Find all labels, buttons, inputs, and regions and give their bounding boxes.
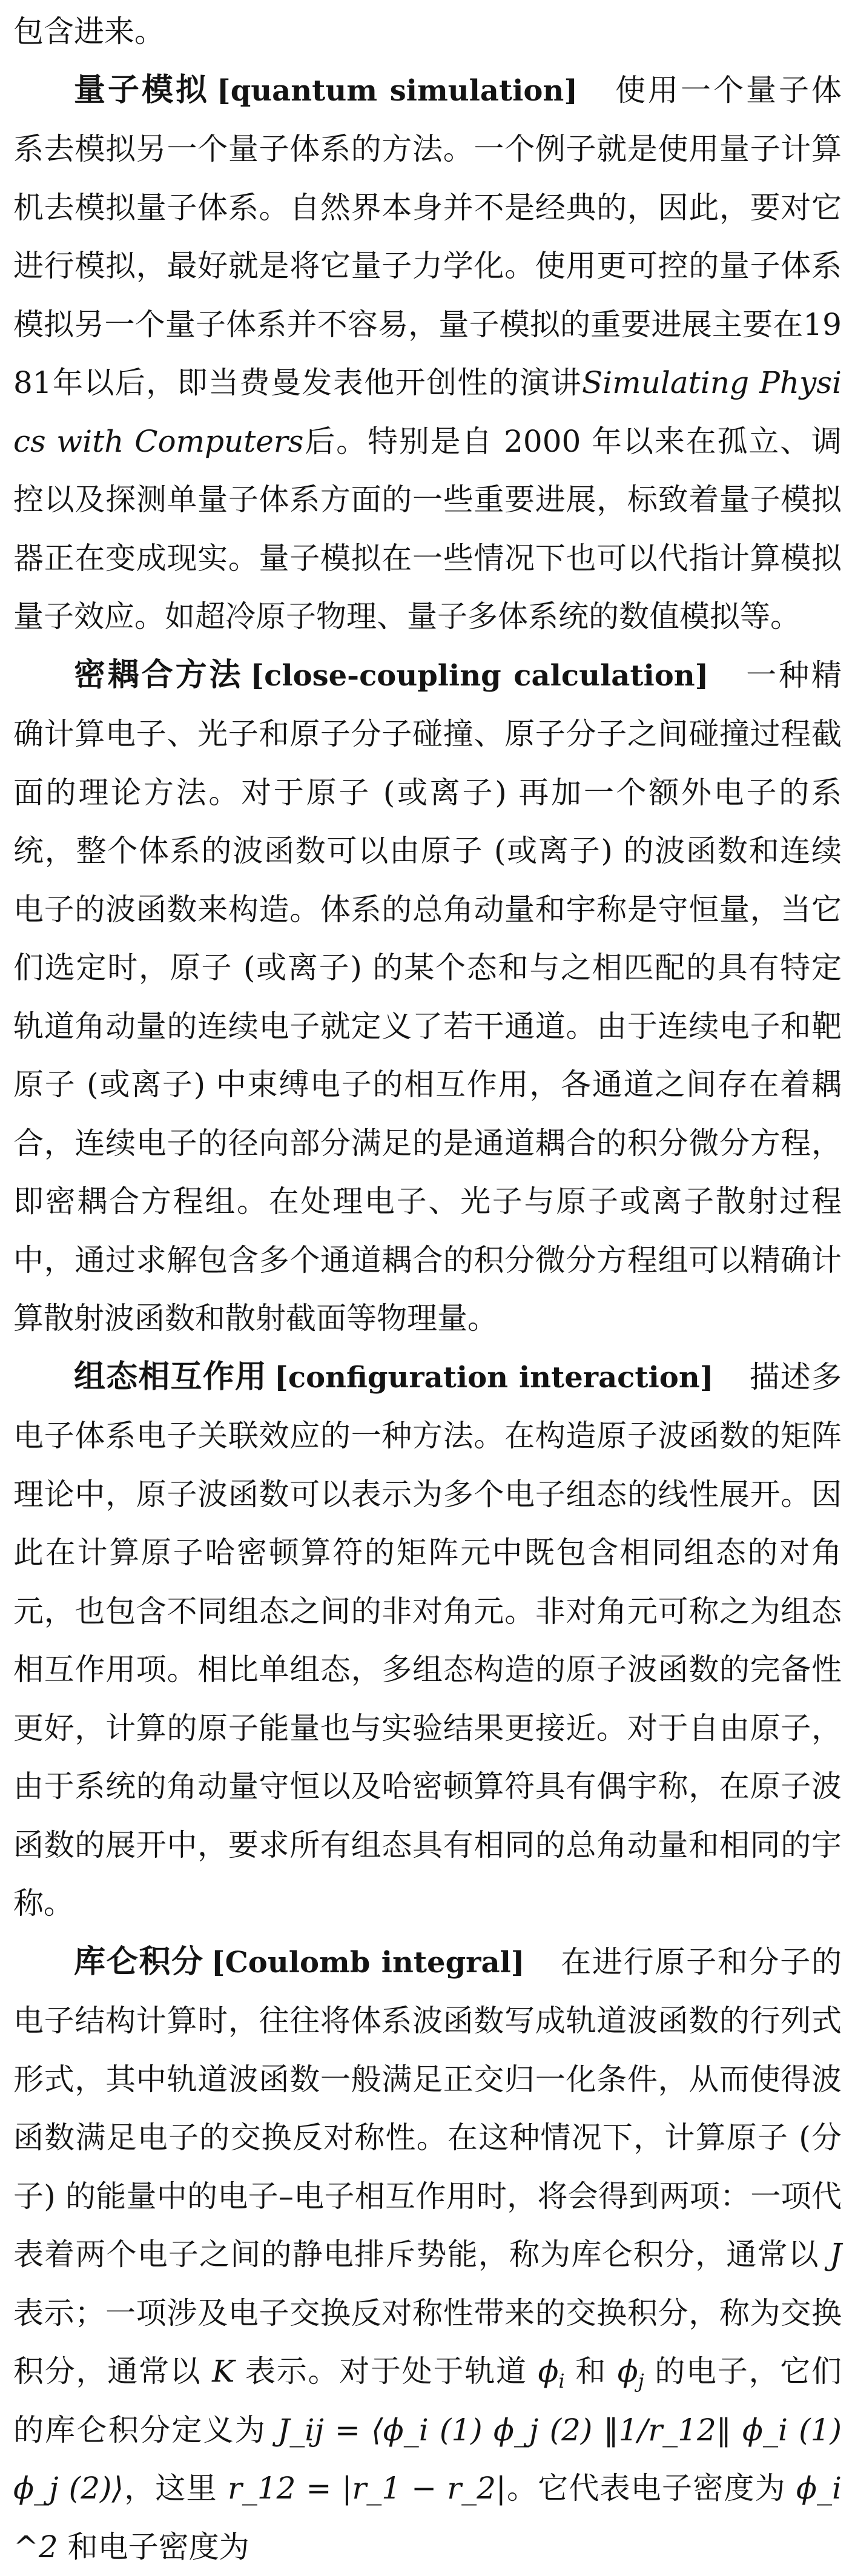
r12-formula: r_12 = |r_1 − r_2| (228, 2471, 506, 2506)
symbol-phi-j: $\phi_j$ (618, 2354, 644, 2389)
entry-body: 表示；一项涉及电子交换反对称性带来的交换积分，称为交换积分，通常以 (13, 2296, 842, 2389)
entry-body-cont: 后。特别是自 2000 年以来在孤立、调控以及探测单量子体系方面的一些重要进展，标致着量子模拟器正在变成现实。量子模拟在一些情况下也可以代指计算模拟量子效应。如超冷原子物理、量子多体系统的数值模拟等。 (13, 424, 842, 635)
entry-body: 和电子密度为 (58, 2529, 249, 2564)
entry-body: 表示。对于处于轨道 (234, 2354, 538, 2389)
entry-body: 的电子，它们的库仑积分定义为 (13, 2354, 842, 2448)
density-phi-i-squared: ϕ_i^2 (13, 2471, 842, 2564)
term-heading-cn: 库仑积分 (74, 1944, 204, 1980)
term-heading-cn: 组态相互作用 (74, 1359, 267, 1395)
entry-close-coupling (13, 646, 842, 1348)
entry-body: ，这里 (124, 2471, 228, 2506)
entry-coulomb-integral (13, 1933, 842, 2576)
symbol-K: K (212, 2354, 234, 2389)
entry-body: 使用一个量子体系去模拟另一个量子体系的方法。一个例子就是使用量子计算机去模拟量子体系。自然界本身并不是经典的，因此，要对它进行模拟，最好就是将它量子力学化。使用更可控的量子体系模拟另一个量子体系并不容易，量子模拟的重要进展主要在1981年以后，即当费曼发表他开创性的演讲 (13, 73, 842, 401)
term-heading-en: [Coulomb integral] (211, 1946, 525, 1980)
entry-configuration-interaction (13, 1348, 842, 1933)
term-heading-en: [close-coupling calculation] (250, 659, 708, 693)
continuation-line: 包含进来。 (13, 14, 165, 49)
continuation-text (13, 2, 842, 61)
entry-body: 和 (565, 2354, 618, 2389)
term-heading-cn: 量子模拟 (74, 72, 210, 108)
symbol-J: J (830, 2237, 842, 2272)
symbol-phi-i: $\phi_i$ (538, 2354, 564, 2389)
term-heading-en: [configuration interaction] (274, 1361, 713, 1395)
entry-body: 描述多电子体系电子关联效应的一种方法。在构造原子波函数的矩阵理论中，原子波函数可以表示为多个电子组态的线性展开。因此在计算原子哈密顿算符的矩阵元中既包含相同组态的对角元，也包含不同组态之间的非对角元。非对角元可称之为组态相互作用项。相比单组态，多组态构造的原子波函数的完备性更好，计算的原子能量也与实验结果更接近。对于自由原子，由于系统的角动量守恒以及哈密顿算符具有偶宇称，在原子波函数的展开中，要求所有组态具有相同的总角动量和相同的宇称。 (13, 1359, 842, 1921)
entry-quantum-simulation (13, 61, 842, 646)
lecture-title: Simulating Physics with Computers (13, 365, 842, 459)
entry-body: 。它代表电子密度为 (506, 2471, 796, 2506)
term-heading-en: [quantum simulation] (217, 74, 578, 108)
coulomb-integral-formula: J_ij = ⟨ϕ_i (1) ϕ_j (2) ‖1/r_12‖ ϕ_i (1) ϕ_j (2)⟩ (13, 2413, 842, 2506)
entry-body: 在进行原子和分子的电子结构计算时，往往将体系波函数写成轨道波函数的行列式形式，其中轨道波函数一般满足正交归一化条件，从而使得波函数满足电子的交换反对称性。在这种情况下，计算原子 (分子) 的能量中的电子–电子相互作用时，将会得到两项：一项代表着两个电子之间的静电排斥势能，称为库仑积分，通常以 (13, 1944, 842, 2273)
term-heading-cn: 密耦合方法 (74, 657, 243, 693)
entry-body: 一种精确计算电子、光子和原子分子碰撞、原子分子之间碰撞过程截面的理论方法。对于原子 (或离子) 再加一个额外电子的系统，整个体系的波函数可以由原子 (或离子) 的波函数和连续电子的波函数来构造。体系的总角动量和宇称是守恒量，当它们选定时，原子 (或离子) 的某个态和与之相匹配的具有特定轨道角动量的连续电子就定义了若干通道。由于连续电子和靶原子 (或离子) 中束缚电子的相互作用，各通道之间存在着耦合，连续电子的径向部分满足的是通道耦合的积分微分方程，即密耦合方程组。在处理电子、光子与原子或离子散射过程中，通过求解包含多个通道耦合的积分微分方程组可以精确计算散射波函数和散射截面等物理量。 (13, 658, 842, 1336)
